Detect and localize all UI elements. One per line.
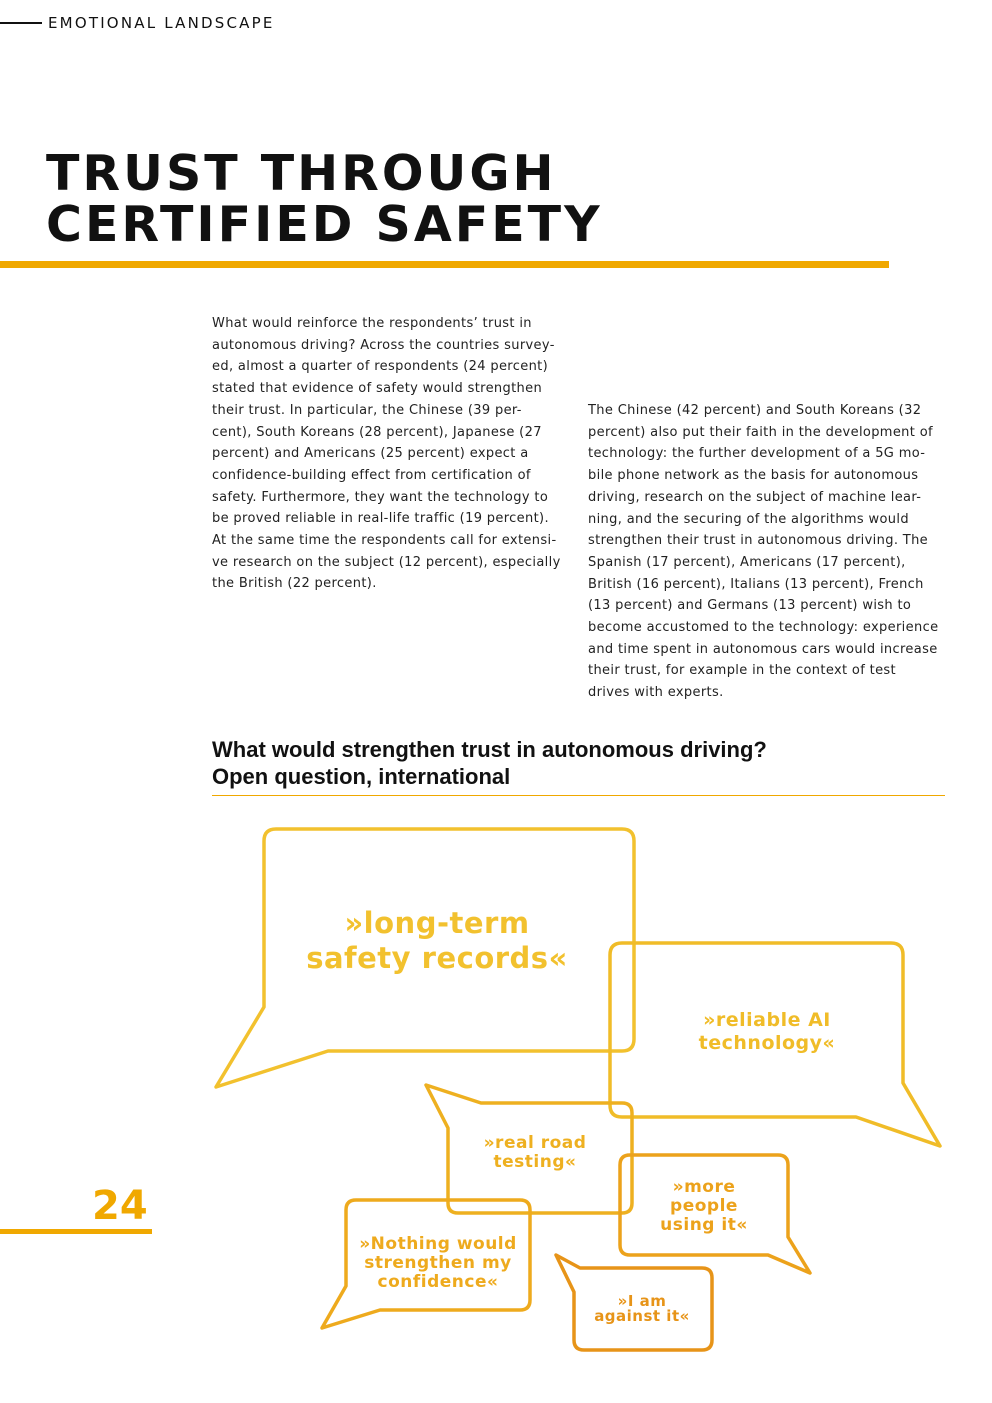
bubble-text-more-people-line-1: »more [672, 1177, 736, 1197]
bubble-text-against-line-1: »I am [617, 1292, 667, 1310]
body-text-line: percent) and Americans (25 percent) expect a [212, 446, 529, 462]
body-text-line: become accustomed to the technology: experience [588, 620, 939, 636]
body-text-line: technology: the further development of a 5G mo- [588, 446, 926, 462]
bubble-text-reliable-ai-line-2: technology« [698, 1032, 836, 1054]
body-text-line: and time spent in autonomous cars would increase [588, 641, 938, 657]
body-text-line: (13 percent) and Germans (13 percent) wish to [588, 598, 912, 614]
bubble-text-more-people-line-2: people [670, 1196, 738, 1216]
body-text-line: strengthen their trust in autonomous driving. The [588, 533, 929, 549]
bubble-text-nothing-line-1: »Nothing would [359, 1234, 517, 1254]
body-text-line: driving, research on the subject of machine lear- [588, 489, 922, 505]
page-title-line-2: CERTIFIED SAFETY [46, 196, 603, 253]
body-text-line: drives with experts. [588, 685, 724, 701]
body-text-line: ed, almost a quarter of respondents (24 percent) [212, 359, 549, 375]
body-text-line: autonomous driving? Across the countries survey- [212, 337, 555, 353]
bubble-text-road-testing-line-2: testing« [493, 1152, 577, 1172]
body-text-line: bile phone network as the basis for autonomous [588, 468, 919, 484]
bubble-text-more-people-line-3: using it« [660, 1215, 748, 1235]
body-text-line: their trust. In particular, the Chinese (39 per- [212, 402, 522, 418]
bubble-text-nothing-line-3: confidence« [377, 1272, 499, 1292]
body-text-line: cent), South Koreans (28 percent), Japanese (27 [212, 424, 542, 440]
bubble-text-long-term-line-2: safety records« [306, 941, 568, 975]
body-text-line: percent) also put their faith in the development of [588, 424, 933, 440]
body-text-line: be proved reliable in real-life traffic (19 percent). [212, 511, 549, 527]
bubble-text-nothing-line-2: strengthen my [364, 1253, 512, 1273]
page-number-rule [0, 1229, 152, 1234]
body-text-line: ve research on the subject (12 percent), especially [212, 554, 561, 570]
section-label: EMOTIONAL LANDSCAPE [48, 14, 275, 32]
bubble-text-against-line-2: against it« [594, 1307, 690, 1325]
page-number: 24 [92, 1183, 148, 1229]
body-text-line: confidence-building effect from certification of [212, 467, 531, 483]
body-text-line: ning, and the securing of the algorithms would [588, 511, 909, 527]
body-text-line: the British (22 percent). [212, 576, 377, 592]
chart-title-subtitle: Open question, international [212, 764, 511, 789]
body-text-line: safety. Furthermore, they want the technology to [212, 489, 549, 505]
body-text-line: Spanish (17 percent), Americans (17 percent), [588, 554, 906, 570]
bubble-text-long-term-line-1: »long-term [344, 906, 530, 940]
chart-title-question: What would strengthen trust in autonomous driving? [212, 737, 767, 762]
body-text-line: British (16 percent), Italians (13 percent), French [588, 576, 924, 592]
body-text-line: their trust, for example in the context of test [588, 663, 896, 679]
page-title-line-1: TRUST THROUGH [46, 145, 557, 202]
body-text-line: What would reinforce the respondents’ trust in [212, 316, 532, 331]
body-text-line: At the same time the respondents call for extensi- [212, 533, 557, 549]
bubble-text-reliable-ai-line-1: »reliable AI [703, 1009, 831, 1031]
bubble-text-road-testing-line-1: »real road [483, 1133, 587, 1153]
body-text-line: stated that evidence of safety would strengthen [212, 381, 543, 397]
body-text-line: The Chinese (42 percent) and South Koreans (32 [588, 403, 922, 418]
